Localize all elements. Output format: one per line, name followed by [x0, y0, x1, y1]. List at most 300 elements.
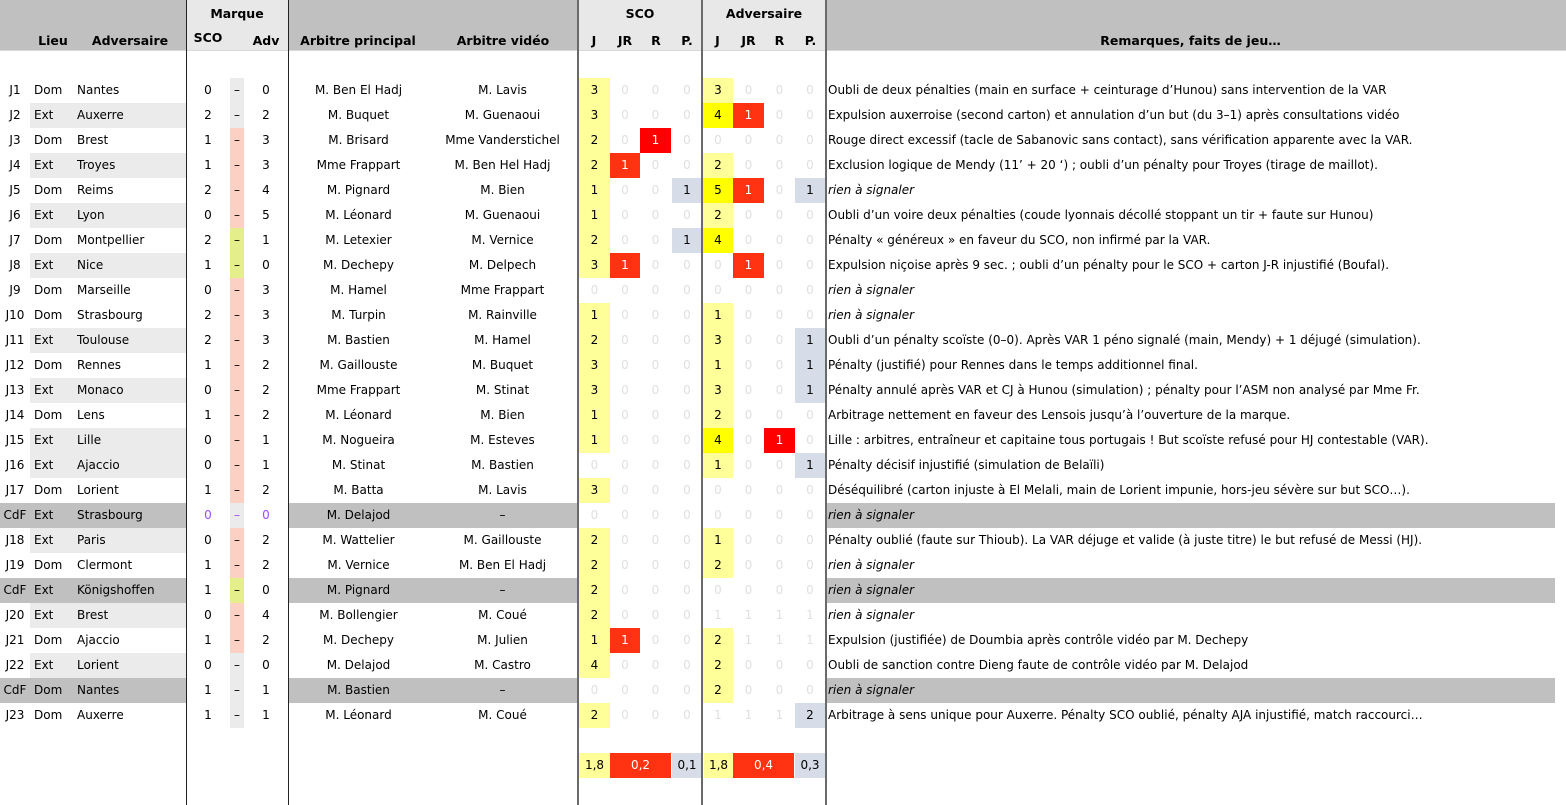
adv-red-cards: 0	[775, 108, 784, 122]
sco-yellow-red-cards: 0	[621, 383, 629, 397]
match-remark: Pénalty décisif injustifié (simulation de Belaïli)	[828, 458, 1105, 472]
sco-yellow-cards: 1	[579, 403, 610, 428]
opponent-name: Nantes	[77, 683, 120, 697]
score-adv: 0	[262, 258, 270, 272]
round-label: J1	[9, 83, 21, 97]
score-sco: 0	[204, 458, 212, 472]
sco-yellow-cards: 0	[590, 458, 599, 472]
sco-penalty-cards: 0	[683, 383, 691, 397]
match-remark: rien à signaler	[828, 283, 915, 297]
sco-penalty-cards: 0	[683, 608, 691, 622]
header-score-sco: SCO	[193, 30, 223, 45]
venue: Dom	[34, 308, 63, 322]
sco-yellow-red-cards: 0	[621, 558, 629, 572]
sco-yellow-cards: 3	[579, 103, 610, 128]
main-referee: M. Léonard	[325, 408, 392, 422]
adv-penalty-cards: 0	[806, 508, 814, 522]
sco-penalty-cards: 0	[683, 483, 691, 497]
round-label: J19	[5, 558, 25, 572]
header-sco-j: J	[591, 33, 597, 48]
header-arbitre-principal: Arbitre principal	[300, 33, 416, 48]
score-sco: 1	[204, 483, 212, 497]
match-remark: Pénalty annulé après VAR et CJ à Hunou (simulation) ; pénalty pour l’ASM non analysé par Mme Fr.	[828, 383, 1420, 397]
venue: Dom	[34, 183, 63, 197]
adv-yellow-red-cards: 0	[744, 233, 753, 247]
video-referee: Mme Frappart	[460, 283, 545, 297]
adv-yellow-cards: 5	[703, 178, 733, 203]
sco-yellow-cards: 2	[579, 153, 610, 178]
result-indicator: –	[230, 203, 244, 228]
adv-penalty-cards: 1	[806, 608, 814, 622]
sco-penalty-cards: 0	[683, 708, 691, 722]
sco-yellow-cards: 0	[590, 683, 599, 697]
header-arbitre-video: Arbitre vidéo	[456, 33, 550, 48]
round-label: J18	[5, 533, 25, 547]
sco-red-cards: 0	[651, 658, 660, 672]
match-remark: Lille : arbitres, entraîneur et capitaine tous portugais ! But scoïste refusé pour HJ contestable (VAR).	[828, 433, 1429, 447]
sco-yellow-red-cards: 0	[621, 283, 629, 297]
opponent-name: Lyon	[77, 208, 105, 222]
opponent-name: Strasbourg	[77, 508, 143, 522]
venue: Ext	[34, 533, 54, 547]
table-row	[0, 303, 1566, 328]
venue: Ext	[34, 583, 54, 597]
adv-yellow-cards: 4	[703, 103, 733, 128]
main-referee: M. Bastien	[327, 333, 390, 347]
header-adversaire: Adversaire	[91, 33, 169, 48]
sco-penalty-cards: 0	[683, 333, 691, 347]
adv-yellow-cards: 1	[703, 453, 733, 478]
video-referee: M. Lavis	[478, 83, 527, 97]
adv-yellow-red-cards: 1	[733, 178, 764, 203]
match-remark: Oubli de sanction contre Dieng faute de contrôle vidéo par M. Delajod	[828, 658, 1249, 672]
round-label: J7	[9, 233, 21, 247]
main-referee: M. Bastien	[327, 683, 390, 697]
table-row	[0, 678, 1566, 703]
adv-red-cards: 0	[775, 458, 784, 472]
sco-yellow-cards: 2	[579, 603, 610, 628]
adv-yellow-red-cards: 1	[744, 608, 753, 622]
sco-yellow-cards: 2	[579, 553, 610, 578]
adv-red-cards: 1	[775, 608, 784, 622]
sco-penalty-cards: 0	[683, 683, 691, 697]
match-remark: Exclusion logique de Mendy (11’ + 20 ‘) ; oubli d’un pénalty pour Troyes (tirage de maillot).	[828, 158, 1378, 172]
adv-yellow-red-cards: 1	[744, 633, 753, 647]
result-indicator: –	[230, 178, 244, 203]
video-referee: –	[499, 508, 506, 522]
round-label: CdF	[3, 683, 27, 697]
round-label: J21	[5, 633, 25, 647]
adv-yellow-cards: 3	[703, 378, 733, 403]
main-referee: M. Brisard	[328, 133, 389, 147]
adv-red-cards: 1	[764, 428, 795, 453]
video-referee: M. Gaillouste	[463, 533, 542, 547]
table-row	[0, 403, 1566, 428]
video-referee: M. Buquet	[471, 358, 534, 372]
sco-yellow-cards: 2	[579, 128, 610, 153]
score-sco: 0	[204, 608, 212, 622]
venue: Ext	[34, 383, 54, 397]
main-referee: M. Ben El Hadj	[314, 83, 403, 97]
match-remark: rien à signaler	[828, 183, 915, 197]
adv-red-cards: 0	[775, 133, 784, 147]
sco-penalty-cards: 0	[683, 508, 691, 522]
main-referee: M. Gaillouste	[319, 358, 398, 372]
result-indicator: –	[230, 228, 244, 253]
avg-sco-red: 0,2	[610, 753, 671, 778]
sco-yellow-cards: 1	[579, 303, 610, 328]
adv-yellow-cards: 2	[703, 403, 733, 428]
round-label: J5	[9, 183, 21, 197]
main-referee: M. Dechepy	[323, 633, 394, 647]
score-adv: 2	[262, 383, 270, 397]
adv-red-cards: 0	[775, 258, 784, 272]
match-remark: Expulsion (justifiée) de Doumbia après contrôle vidéo par M. Dechepy	[828, 633, 1249, 647]
sco-red-cards: 0	[651, 383, 660, 397]
header-adv-r: R	[774, 33, 785, 48]
adv-red-cards: 0	[775, 158, 784, 172]
round-label: J10	[5, 308, 25, 322]
venue: Ext	[34, 208, 54, 222]
result-indicator: –	[230, 553, 244, 578]
score-adv: 0	[262, 83, 270, 97]
score-adv: 0	[262, 508, 270, 522]
adv-penalty-cards: 0	[806, 433, 814, 447]
round-label: J20	[5, 608, 25, 622]
adv-penalty-cards: 0	[806, 683, 814, 697]
table-row	[0, 103, 1566, 128]
table-row	[0, 278, 1566, 303]
round-label: J14	[5, 408, 25, 422]
sco-yellow-cards: 4	[579, 653, 610, 678]
round-label: J17	[5, 483, 25, 497]
table-row	[0, 328, 1566, 353]
score-adv: 5	[262, 208, 270, 222]
main-referee: M. Bollengier	[319, 608, 398, 622]
main-referee: M. Stinat	[331, 458, 386, 472]
opponent-name: Montpellier	[77, 233, 145, 247]
video-referee: M. Bien	[480, 183, 525, 197]
sco-red-cards: 0	[651, 208, 660, 222]
opponent-name: Lorient	[77, 658, 119, 672]
match-remark: Déséquilibré (carton injuste à El Melali, main de Lorient impunie, hors-jeu sévère sur but SCO…).	[828, 483, 1410, 497]
adv-yellow-cards: 1	[703, 303, 733, 328]
avg-adv-penalty: 0,3	[795, 753, 825, 778]
sco-yellow-cards: 1	[579, 203, 610, 228]
header-lieu: Lieu	[38, 33, 68, 48]
sco-yellow-cards: 3	[579, 253, 610, 278]
header-score-adv: Adv	[252, 33, 280, 48]
adv-yellow-red-cards: 0	[744, 158, 753, 172]
score-adv: 2	[262, 483, 270, 497]
sco-yellow-red-cards: 0	[621, 133, 629, 147]
adv-red-cards: 0	[775, 83, 784, 97]
main-referee: M. Delajod	[326, 658, 391, 672]
sco-penalty-cards: 0	[683, 283, 691, 297]
adv-yellow-cards: 2	[703, 153, 733, 178]
main-referee: M. Léonard	[325, 208, 392, 222]
score-sco: 0	[204, 283, 212, 297]
main-referee: M. Turpin	[331, 308, 386, 322]
sco-yellow-red-cards: 1	[610, 153, 640, 178]
header-adv-j: J	[715, 33, 720, 48]
adv-penalty-cards: 0	[806, 283, 814, 297]
round-label: J15	[5, 433, 25, 447]
match-remark: Arbitrage à sens unique pour Auxerre. Pénalty SCO oublié, pénalty AJA injustifié, match raccourci…	[828, 708, 1423, 722]
sco-yellow-red-cards: 0	[621, 458, 629, 472]
sco-penalty-cards: 0	[683, 458, 691, 472]
score-sco: 2	[204, 308, 212, 322]
score-sco: 1	[204, 708, 212, 722]
score-sco: 2	[204, 183, 212, 197]
adv-red-cards: 1	[775, 708, 784, 722]
adv-yellow-cards: 0	[714, 133, 722, 147]
adv-red-cards: 0	[775, 483, 784, 497]
adv-penalty-cards: 0	[806, 583, 814, 597]
adv-penalty-cards: 2	[795, 703, 825, 728]
adv-yellow-red-cards: 0	[744, 533, 753, 547]
score-adv: 4	[262, 183, 270, 197]
sco-penalty-cards: 0	[683, 83, 691, 97]
avg-adv-yellow: 1,8	[704, 753, 733, 778]
round-label: J13	[5, 383, 25, 397]
sco-yellow-red-cards: 0	[621, 108, 629, 122]
round-label: J8	[9, 258, 21, 272]
adv-penalty-cards: 0	[806, 233, 814, 247]
opponent-name: Auxerre	[77, 708, 124, 722]
table-row	[0, 503, 1566, 528]
sco-yellow-cards: 3	[579, 378, 610, 403]
sco-penalty-cards: 0	[683, 433, 691, 447]
adv-red-cards: 0	[775, 408, 784, 422]
venue: Dom	[34, 483, 63, 497]
sco-red-cards: 0	[651, 108, 660, 122]
sco-yellow-red-cards: 0	[621, 408, 629, 422]
score-adv: 2	[262, 633, 270, 647]
score-adv: 2	[262, 408, 270, 422]
table-row	[0, 453, 1566, 478]
venue: Dom	[34, 133, 63, 147]
sco-red-cards: 0	[651, 458, 660, 472]
sco-penalty-cards: 0	[683, 408, 691, 422]
column-divider	[186, 0, 187, 805]
adv-yellow-cards: 0	[714, 508, 722, 522]
header-sco-group: SCO	[625, 6, 655, 21]
sco-penalty-cards: 0	[683, 633, 691, 647]
venue: Dom	[34, 408, 63, 422]
main-referee: M. Léonard	[325, 708, 392, 722]
opponent-name: Troyes	[77, 158, 116, 172]
sco-yellow-red-cards: 0	[621, 683, 629, 697]
main-referee: Mme Frappart	[316, 158, 401, 172]
venue: Dom	[34, 358, 63, 372]
sco-yellow-red-cards: 0	[621, 608, 629, 622]
sco-yellow-red-cards: 1	[610, 253, 640, 278]
adv-yellow-red-cards: 0	[744, 333, 753, 347]
sco-red-cards: 0	[651, 83, 660, 97]
adv-penalty-cards: 0	[806, 308, 814, 322]
adv-penalty-cards: 0	[806, 83, 814, 97]
result-indicator: –	[230, 703, 244, 728]
score-sco: 0	[204, 383, 212, 397]
sco-yellow-cards: 3	[579, 478, 610, 503]
sco-yellow-red-cards: 0	[621, 533, 629, 547]
video-referee: M. Guenaoui	[464, 208, 541, 222]
adv-yellow-cards: 4	[703, 428, 733, 453]
table-row	[0, 528, 1566, 553]
adv-yellow-red-cards: 0	[744, 133, 753, 147]
result-indicator: –	[230, 628, 244, 653]
video-referee: M. Vernice	[471, 233, 534, 247]
sco-yellow-red-cards: 0	[621, 483, 629, 497]
header-sco-jr: JR	[617, 33, 633, 48]
result-indicator: –	[230, 403, 244, 428]
sco-yellow-red-cards: 0	[621, 183, 629, 197]
score-adv: 0	[262, 658, 270, 672]
sco-penalty-cards: 0	[683, 133, 691, 147]
score-sco: 0	[204, 658, 212, 672]
opponent-name: Monaco	[77, 383, 124, 397]
table-row	[0, 153, 1566, 178]
opponent-name: Königshoffen	[77, 583, 155, 597]
main-referee: M. Wattelier	[322, 533, 395, 547]
adv-yellow-red-cards: 0	[744, 283, 753, 297]
adv-penalty-cards: 1	[795, 328, 825, 353]
result-indicator: –	[230, 128, 244, 153]
score-adv: 2	[262, 108, 270, 122]
score-sco: 1	[204, 408, 212, 422]
sco-yellow-red-cards: 0	[621, 583, 629, 597]
venue: Ext	[34, 658, 54, 672]
avg-adv-red: 0,4	[733, 753, 794, 778]
sco-yellow-cards: 0	[590, 508, 599, 522]
table-row	[0, 628, 1566, 653]
sco-penalty-cards: 0	[683, 658, 691, 672]
adv-yellow-red-cards: 0	[744, 358, 753, 372]
video-referee: M. Bien	[480, 408, 525, 422]
score-adv: 1	[262, 233, 270, 247]
opponent-name: Clermont	[77, 558, 133, 572]
venue: Dom	[34, 558, 63, 572]
score-adv: 1	[262, 708, 270, 722]
venue: Ext	[34, 608, 54, 622]
video-referee: M. Stinat	[475, 383, 530, 397]
adv-yellow-cards: 0	[714, 283, 722, 297]
result-indicator: –	[230, 153, 244, 178]
sco-yellow-red-cards: 1	[610, 628, 640, 653]
sco-red-cards: 1	[640, 128, 671, 153]
result-indicator: –	[230, 603, 244, 628]
sco-penalty-cards: 0	[683, 558, 691, 572]
adv-yellow-cards: 2	[703, 203, 733, 228]
score-sco: 1	[204, 358, 212, 372]
adv-yellow-red-cards: 0	[744, 583, 753, 597]
opponent-name: Lorient	[77, 483, 119, 497]
main-referee: M. Vernice	[327, 558, 390, 572]
score-sco: 1	[204, 583, 212, 597]
sco-yellow-red-cards: 0	[621, 208, 629, 222]
round-label: J4	[9, 158, 21, 172]
table-row	[0, 203, 1566, 228]
sco-red-cards: 0	[651, 283, 660, 297]
result-indicator: –	[230, 303, 244, 328]
column-divider	[825, 0, 827, 805]
adv-yellow-cards: 3	[703, 78, 733, 103]
match-remark: Arbitrage nettement en faveur des Lensois jusqu’à l’ouverture de la marque.	[828, 408, 1291, 422]
sco-red-cards: 0	[651, 633, 660, 647]
adv-yellow-red-cards: 0	[744, 433, 753, 447]
opponent-name: Ajaccio	[77, 458, 120, 472]
table-row	[0, 428, 1566, 453]
match-remark: Pénalty (justifié) pour Rennes dans le temps additionnel final.	[828, 358, 1198, 372]
result-indicator: –	[230, 678, 244, 703]
table-row	[0, 228, 1566, 253]
header-adv-jr: JR	[741, 33, 756, 48]
sco-yellow-red-cards: 0	[621, 358, 629, 372]
opponent-name: Brest	[77, 608, 109, 622]
opponent-name: Paris	[77, 533, 106, 547]
adv-red-cards: 0	[775, 308, 784, 322]
adv-yellow-cards: 2	[703, 628, 733, 653]
sco-yellow-red-cards: 0	[621, 508, 629, 522]
video-referee: M. Castro	[474, 658, 531, 672]
result-indicator: –	[230, 253, 244, 278]
match-remark: Expulsion auxerroise (second carton) et annulation d’un but (du 3–1) après consultations vidéo	[828, 108, 1400, 122]
sco-red-cards: 0	[651, 533, 660, 547]
adv-yellow-cards: 2	[703, 678, 733, 703]
table-row	[0, 603, 1566, 628]
match-remark: Oubli d’un voire deux pénalties (coude lyonnais décollé stoppant un tir + faute sur Hunou)	[828, 208, 1374, 222]
adv-penalty-cards: 0	[806, 108, 814, 122]
result-indicator: –	[230, 653, 244, 678]
sco-red-cards: 0	[651, 483, 660, 497]
adv-red-cards: 0	[775, 558, 784, 572]
main-referee: M. Letexier	[325, 233, 392, 247]
match-remark: Pénalty oublié (faute sur Thioub). La VAR déjuge et valide (à juste titre) le but refusé de Messi (HJ).	[828, 533, 1423, 547]
sco-red-cards: 0	[651, 608, 660, 622]
sco-penalty-cards: 0	[683, 308, 691, 322]
score-sco: 1	[204, 683, 212, 697]
sco-red-cards: 0	[651, 708, 660, 722]
sco-yellow-cards: 2	[579, 228, 610, 253]
match-remark: rien à signaler	[828, 683, 915, 697]
video-referee: M. Julien	[477, 633, 528, 647]
adv-yellow-red-cards: 0	[744, 483, 753, 497]
sco-red-cards: 0	[651, 333, 660, 347]
opponent-name: Rennes	[77, 358, 122, 372]
adv-red-cards: 0	[775, 533, 784, 547]
round-label: J22	[5, 658, 25, 672]
adv-yellow-red-cards: 0	[744, 383, 753, 397]
venue: Dom	[34, 708, 63, 722]
adv-yellow-red-cards: 0	[744, 83, 753, 97]
video-referee: M. Guenaoui	[464, 108, 541, 122]
table-row	[0, 78, 1566, 103]
sco-yellow-cards: 1	[579, 178, 610, 203]
video-referee: –	[499, 683, 506, 697]
opponent-name: Lens	[77, 408, 105, 422]
video-referee: M. Coué	[478, 608, 527, 622]
score-adv: 1	[262, 433, 270, 447]
match-remark: Pénalty « généreux » en faveur du SCO, non infirmé par la VAR.	[828, 233, 1211, 247]
match-remark: Oubli de deux pénalties (main en surface + ceinturage d’Hunou) sans intervention de la VAR	[828, 83, 1387, 97]
round-label: J6	[9, 208, 21, 222]
sco-yellow-red-cards: 0	[621, 83, 629, 97]
venue: Dom	[34, 633, 63, 647]
main-referee: M. Dechepy	[323, 258, 394, 272]
adv-yellow-red-cards: 0	[744, 208, 753, 222]
score-adv: 2	[262, 358, 270, 372]
